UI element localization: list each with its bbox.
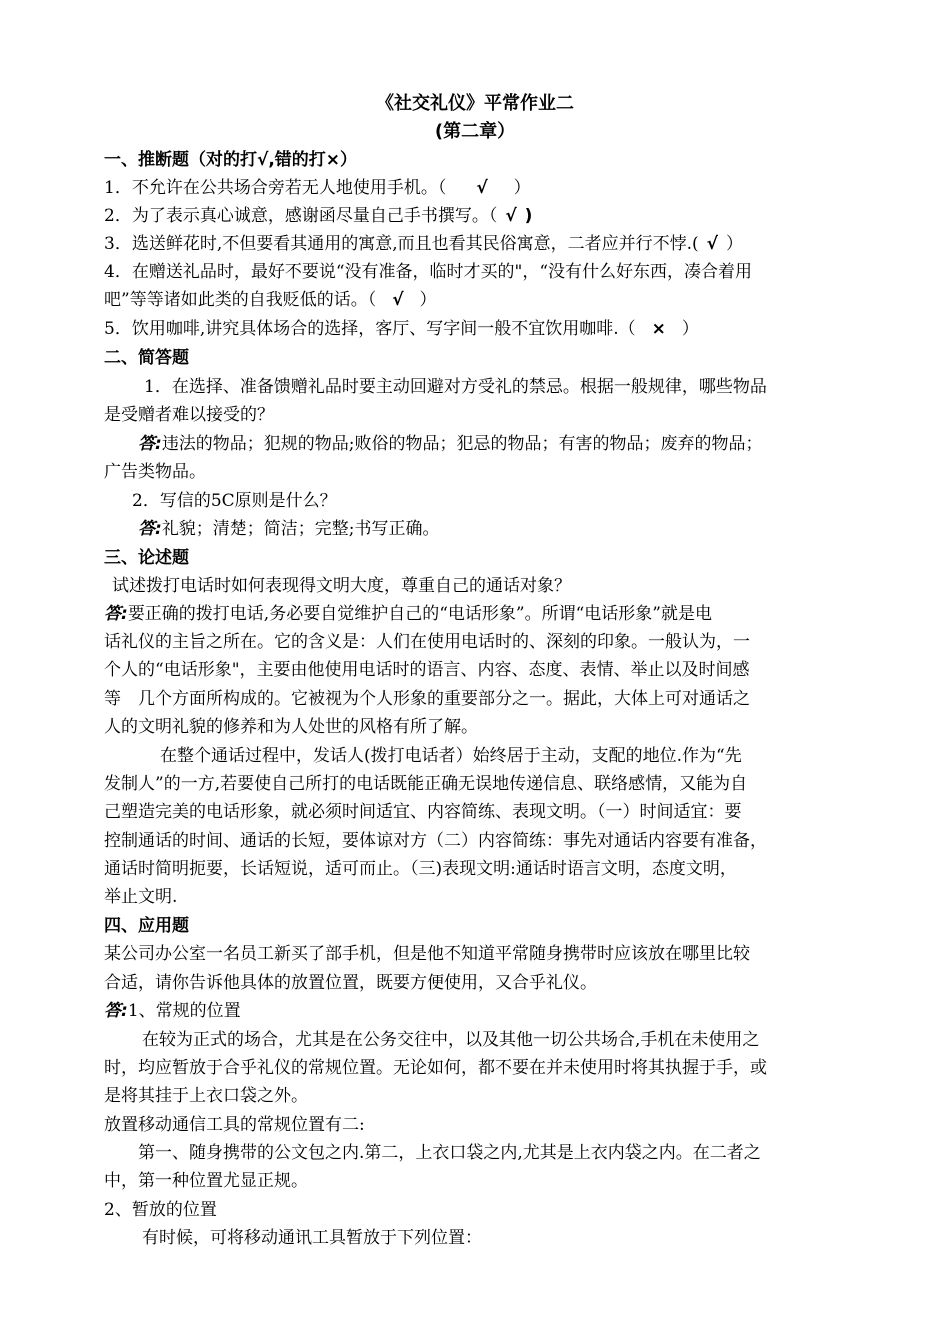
question-bracket: ）	[419, 290, 437, 310]
essay-answer-line: 个人的“电话形象"，主要由他使用电话时的语言、内容、态度、表情、举止以及时间感	[104, 660, 750, 680]
essay-answer-line	[104, 601, 854, 628]
answer-mark: √	[476, 178, 488, 198]
question-bracket: ）	[681, 319, 699, 339]
question-4-line-1: 4．在赠送礼品时，最好不要说“没有准备，临时才买的"，“没有什么好东西，凑合着用	[104, 262, 753, 282]
section-heading-application: 四、应用题	[104, 916, 189, 936]
short-question-1-line-2: 是受赠者难以接受的？	[104, 405, 274, 425]
application-question-line-2: 合适，请你告诉他具体的放置位置，既要方便使用，又合乎礼仪。	[104, 973, 597, 993]
application-answer-line: 放置移动通信工具的常规位置有二:	[104, 1115, 365, 1135]
essay-answer-line: 话礼仪的主旨之所在。它的含义是：人们在使用电话时的、深刻的印象。一般认为，一	[104, 632, 750, 652]
essay-answer-line: 发制人”的一方,若要使自己所打的电话既能正确无误地传递信息、联络感情，又能为自	[104, 774, 748, 794]
essay-answer-line: 在整个通话过程中，发话人(拨打电话者）始终居于主动，支配的地位.作为“先	[160, 746, 742, 766]
essay-question: 试述拨打电话时如何表现得文明大度，尊重自己的通话对象？	[112, 576, 571, 596]
answer-mark: √	[392, 290, 404, 310]
essay-answer-line: 通话时简明扼要，长话短说，适可而止。（三)表现文明:通话时语言文明，态度文明，	[104, 859, 737, 879]
answer-text: 违法的物品；犯规的物品;败俗的物品；犯忌的物品；有害的物品；废弃的物品；	[161, 434, 763, 454]
answer-mark: √	[505, 206, 517, 226]
document-subtitle: (第二章）	[434, 121, 516, 142]
application-answer-intro	[104, 998, 854, 1025]
essay-answer-line: 控制通话的时间、通话的长短，要体谅对方（二）内容简练：事先对通话内容要有准备，	[104, 831, 767, 851]
essay-answer-line: 等 几个方面所构成的。它被视为个人形象的重要部分之一。据此，大体上可对通话之	[104, 689, 750, 709]
question-bracket: ）	[513, 178, 531, 198]
document-title: 《社交礼仪》平常作业二	[376, 93, 574, 114]
short-answer-1-line-1	[104, 431, 854, 458]
essay-answer-line: 举止文明.	[104, 887, 178, 907]
answer-label: 答:	[138, 519, 162, 539]
question-bracket: )	[524, 206, 533, 226]
question-text: 2．为了表示真心诚意，感谢函尽量自己手书撰写。（	[104, 206, 498, 226]
section-heading-essay: 三、论述题	[104, 548, 189, 568]
answer-text: 礼貌；清楚；简洁；完整;书写正确。	[161, 519, 440, 539]
section-heading-short-answer: 二、简答题	[104, 348, 189, 368]
application-answer-line: 中，第一种位置尤显正规。	[104, 1171, 308, 1191]
question-text: 1．不允许在公共场合旁若无人地使用手机。（	[104, 178, 447, 198]
question-text: 5．饮用咖啡,讲究具体场合的选择，客厅、写字间一般不宜饮用咖啡.（	[104, 319, 636, 339]
question-bracket: ）	[726, 234, 744, 254]
answer-text: 要正确的拨打电话,务必要自觉维护自己的“电话形象”。所谓“电话形象”就是电	[127, 604, 712, 624]
question-4-line-2	[104, 287, 854, 314]
application-answer-line: 2、暂放的位置	[104, 1200, 217, 1220]
application-answer-line: 是将其挂于上衣口袋之外。	[104, 1086, 308, 1106]
answer-mark: √	[706, 234, 719, 254]
question-3	[104, 231, 854, 258]
application-answer-line: 在较为正式的场合，尤其是在公务交往中，以及其他一切公共场合,手机在未使用之	[142, 1030, 760, 1050]
essay-answer-line: 人的文明礼貌的修养和为人处世的风格有所了解。	[104, 717, 478, 737]
question-1	[104, 175, 854, 202]
application-question-line-1: 某公司办公室一名员工新买了部手机，但是他不知道平常随身携带时应该放在哪里比较	[104, 944, 750, 964]
short-answer-1-line-2: 广告类物品。	[104, 462, 206, 482]
essay-answer-line: 己塑造完美的电话形象，就必须时间适宜、内容简练、表现文明。（一）时间适宜：要	[104, 802, 742, 822]
application-answer-line: 有时候，可将移动通讯工具暂放于下列位置：	[142, 1228, 482, 1248]
answer-mark: ×	[651, 319, 666, 339]
application-answer-line: 时，均应暂放于合乎礼仪的常规位置。无论如何，都不要在并未使用时将其执握于手，或	[104, 1058, 767, 1078]
short-answer-2	[104, 516, 854, 543]
short-question-1-line-1: 1．在选择、准备馈赠礼品时要主动回避对方受礼的禁忌。根据一般规律，哪些物品	[144, 377, 767, 397]
short-question-2: 2．写信的5C原则是什么？	[132, 491, 337, 511]
question-5	[104, 316, 854, 343]
answer-label: 答:	[104, 1001, 128, 1021]
question-text: 吧”等等诸如此类的自我贬低的话。（	[104, 290, 377, 310]
section-heading-judgment: 一、推断题（对的打√,错的打×）	[104, 150, 358, 170]
question-2	[104, 203, 854, 230]
answer-text: 1、常规的位置	[127, 1001, 241, 1021]
application-answer-line: 第一、随身携带的公文包之内.第二，上衣口袋之内,尤其是上衣内袋之内。在二者之	[138, 1143, 761, 1163]
question-text: 3．选送鲜花时,不但要看其通用的寓意,而且也看其民俗寓意，二者应并行不悖.(	[104, 234, 699, 254]
answer-label: 答:	[104, 604, 128, 624]
answer-label: 答:	[138, 434, 162, 454]
